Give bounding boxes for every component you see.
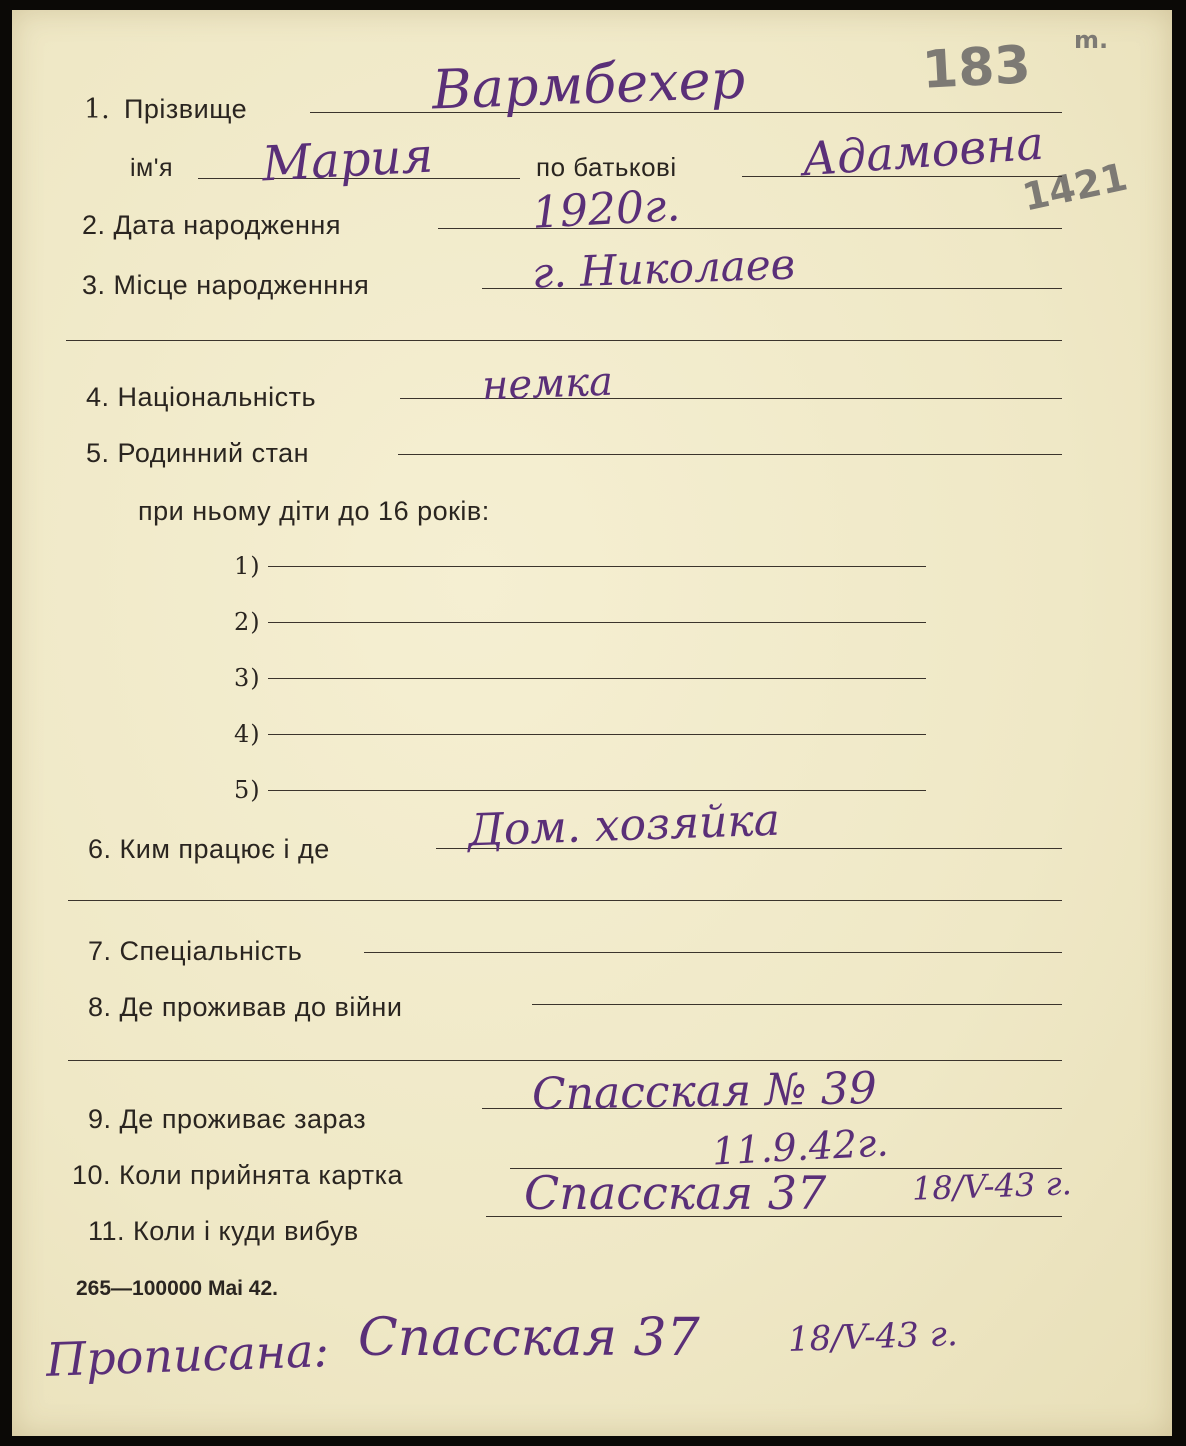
- patronymic-handwritten: Адамовна: [800, 115, 1046, 187]
- card-accepted-label: 10. Коли прийнята картка: [72, 1160, 404, 1190]
- first-name-label: ім'я: [130, 154, 174, 182]
- child-slot-3: 3): [234, 664, 261, 692]
- field-1-number: 1.: [84, 94, 110, 125]
- side-number-pencil: 1421: [1018, 154, 1132, 220]
- birth-place-label: 3. Місце народженння: [82, 270, 370, 300]
- registered-date-handwritten: 18/V-43 г.: [787, 1314, 959, 1360]
- first-name-handwritten: Мария: [260, 127, 435, 193]
- birth-date-handwritten: 1920г.: [530, 180, 682, 239]
- occupation-line-2: [68, 900, 1062, 901]
- registered-place-handwritten: Спасская 37: [358, 1308, 700, 1368]
- print-code: 265—100000 Mai 42.: [76, 1277, 278, 1300]
- surname-handwritten: Вармбехер: [430, 47, 747, 122]
- birth-date-line: [438, 228, 1062, 229]
- page-number-pencil: 183: [920, 35, 1033, 101]
- patronymic-label: по батькові: [536, 152, 677, 182]
- top-mark-pencil: m.: [1074, 26, 1109, 54]
- current-residence-label: 9. Де проживає зараз: [88, 1104, 367, 1134]
- child-line-3: [268, 678, 926, 679]
- registered-label-handwritten: Прописана:: [45, 1323, 330, 1387]
- nationality-handwritten: немка: [481, 358, 614, 410]
- child-line-2: [268, 622, 926, 623]
- speciality-line: [364, 952, 1062, 953]
- occupation-label: 6. Ким працює і де: [88, 834, 330, 864]
- child-line-1: [268, 566, 926, 567]
- family-status-label: 5. Родинний стан: [86, 438, 310, 468]
- occupation-handwritten: Дом. хозяйка: [467, 794, 781, 857]
- child-slot-2: 2): [234, 608, 261, 636]
- moved-label: 11. Коли і куди вибув: [88, 1216, 359, 1246]
- birth-date-label: 2. Дата народження: [82, 210, 341, 240]
- child-slot-1: 1): [234, 552, 261, 580]
- nationality-label: 4. Національність: [86, 382, 317, 412]
- birth-place-handwritten: г. Николаев: [531, 239, 796, 298]
- surname-label: Прізвище: [124, 94, 248, 124]
- family-status-line: [398, 454, 1062, 455]
- form-sheet: [12, 10, 1172, 1436]
- moved-date-handwritten: 18/V-43 г.: [911, 1164, 1073, 1208]
- card-accepted-handwritten: 11.9.42г.: [710, 1120, 890, 1174]
- child-line-4: [268, 734, 926, 735]
- prewar-residence-label: 8. Де проживав до війни: [88, 992, 403, 1022]
- child-slot-4: 4): [234, 720, 261, 748]
- prewar-residence-line-2: [68, 1060, 1062, 1061]
- child-slot-5: 5): [234, 776, 261, 804]
- children-label: при ньому діти до 16 років:: [138, 496, 490, 526]
- speciality-label: 7. Спеціальність: [88, 936, 303, 966]
- birth-place-line-2: [66, 340, 1062, 341]
- current-residence-handwritten: Спасская № 39: [531, 1062, 878, 1121]
- child-line-5: [268, 790, 926, 791]
- prewar-residence-line: [532, 1004, 1062, 1005]
- moved-place-handwritten: Спасская 37: [524, 1166, 827, 1220]
